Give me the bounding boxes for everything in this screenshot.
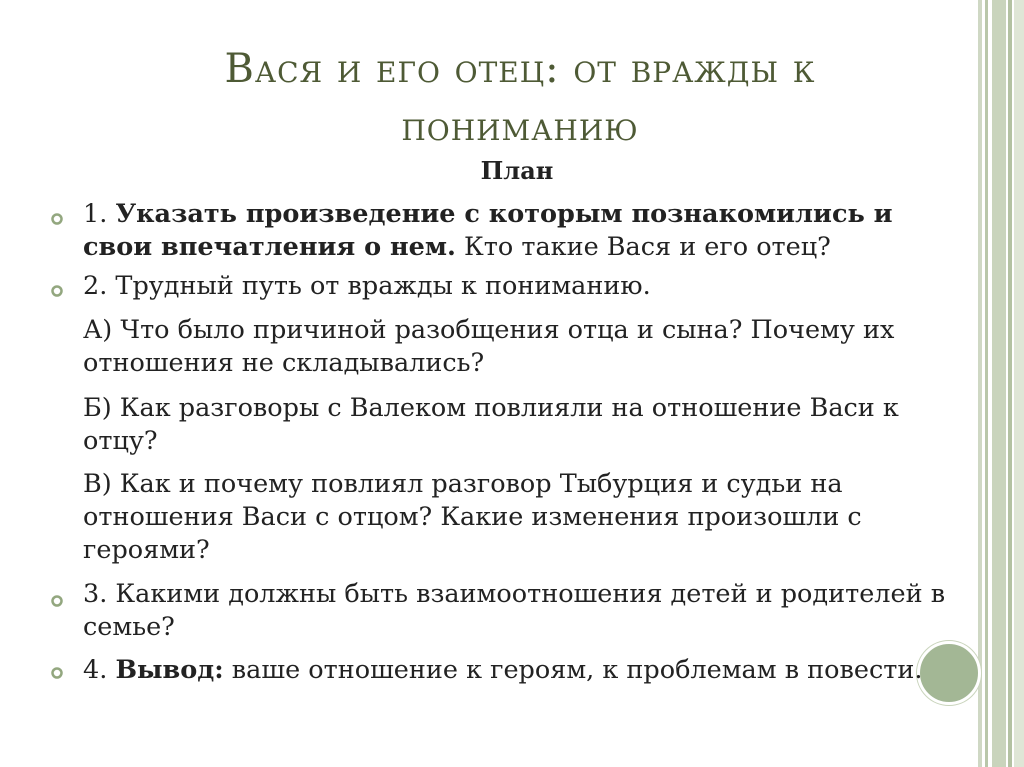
- item-number: 1.: [83, 199, 116, 229]
- ring-bullet-icon: [50, 666, 64, 680]
- item-text: В) Как и почему повлиял разговор Тыбурция и судьи на отношения Васи с отцом? Какие изменения произошли с героями?: [83, 469, 862, 565]
- list-subitem: [83, 314, 963, 380]
- ring-bullet-icon: [50, 212, 64, 226]
- decor-stripe: [1008, 0, 1012, 767]
- list-subitem: [83, 392, 963, 458]
- list-item: [83, 198, 963, 264]
- item-text: 3. Какими должны быть взаимоотношения детей и родителей в семье?: [83, 579, 946, 642]
- list-item: [83, 578, 963, 644]
- plan-heading: План: [480, 156, 554, 185]
- decor-stripe: [985, 0, 988, 767]
- item-text: Кто такие Вася и его отец?: [455, 232, 831, 262]
- list-item: [83, 270, 963, 303]
- title-line-2: пониманию: [401, 104, 639, 150]
- list-item: [83, 654, 963, 687]
- item-text: А) Что было причиной разобщения отца и сына? Почему их отношения не складывались?: [83, 315, 895, 378]
- ring-bullet-icon: [50, 284, 64, 298]
- item-text: 2. Трудный путь от вражды к пониманию.: [83, 271, 651, 301]
- item-text: ваше отношение к героям, к проблемам в повести.: [223, 655, 923, 685]
- item-number: 4.: [83, 655, 116, 685]
- list-subitem: [83, 468, 963, 567]
- ring-bullet-icon: [50, 594, 64, 608]
- slide-title: [90, 40, 950, 156]
- item-bold-text: Указать произведение с которым познакомились и свои впечатления о нем.: [83, 199, 893, 262]
- item-bold-text: Вывод:: [115, 655, 224, 685]
- decor-stripe: [978, 0, 982, 767]
- title-line-1: Вася и его отец: от вражды к: [224, 46, 816, 92]
- decor-stripe: [1014, 0, 1024, 767]
- item-text: Б) Как разговоры с Валеком повлияли на отношение Васи к отцу?: [83, 393, 899, 456]
- decor-stripe: [992, 0, 1006, 767]
